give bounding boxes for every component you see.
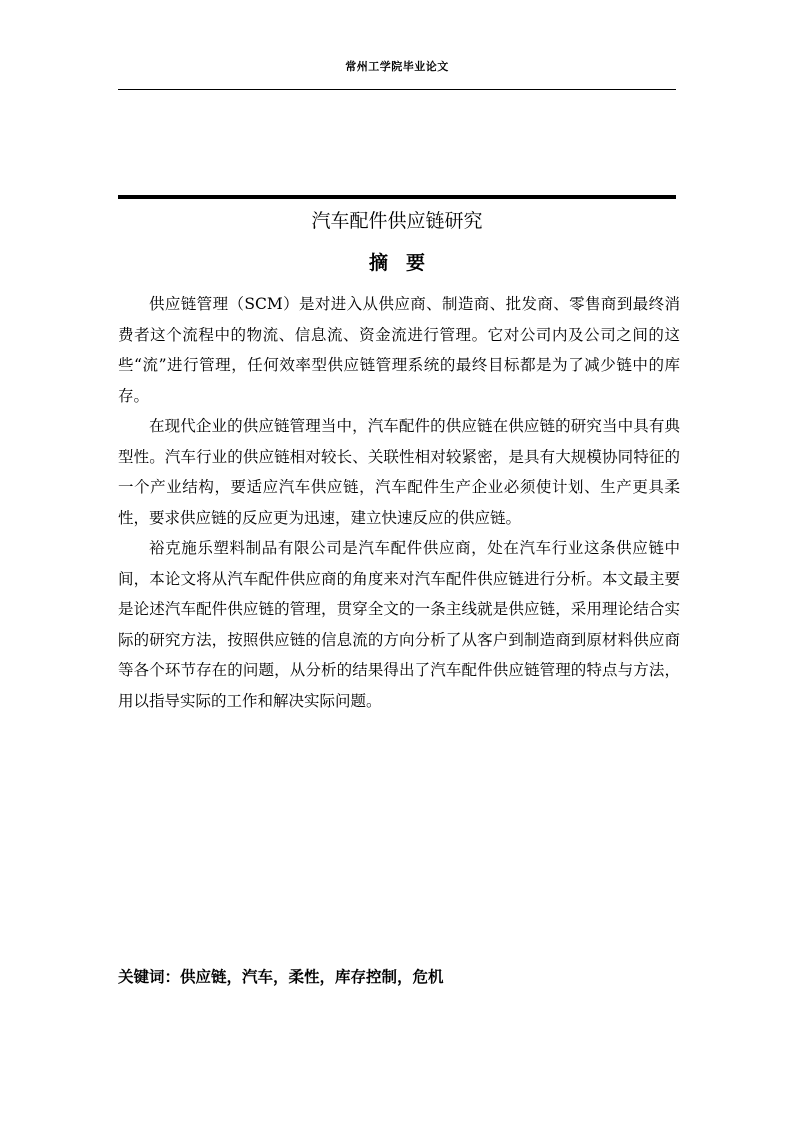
abstract-paragraph: 裕克施乐塑料制品有限公司是汽车配件供应商，处在汽车行业这条供应链中间，本论文将从汽车配件供应商的角度来对汽车配件供应链进行分析。本文最主要是论述汽车配件供应链的管理，贯穿全文的一条主线就是供应链，采用理论结合实际的研究方法，按照供应链的信息流的方向分析了从客户到制造商到原材料供应商等各个环节存在的问题，从分析的结果得出了汽车配件供应链管理的特点与方法，用以指导实际的工作和解决实际问题。 xyxy=(118,539,680,710)
paper-title: 汽车配件供应链研究 xyxy=(311,210,483,232)
abstract-paragraph: 在现代企业的供应链管理当中，汽车配件的供应链在供应链的研究当中具有典型性。汽车行业的供应链相对较长、关联性相对较紧密，是具有大规模协同特征的一个产业结构，要适应汽车供应链，汽车配件生产企业必须使计划、生产更具柔性，要求供应链的反应更为迅速，建立快速反应的供应链。 xyxy=(118,417,680,527)
abstract-paragraph: 供应链管理（SCM）是对进入从供应商、制造商、批发商、零售商到最终消费者这个流程中的物流、信息流、资金流进行管理。它对公司内及公司之间的这些“流”进行管理，任何效率型供应链管理系统的最终目标都是为了减少链中的库存。 xyxy=(118,295,680,405)
title-divider xyxy=(118,195,676,199)
header-divider xyxy=(118,89,676,90)
keywords-line: 关键词：供应链，汽车，柔性，库存控制，危机 xyxy=(118,968,444,986)
abstract-heading: 摘要 xyxy=(368,252,443,274)
page-header: 常州工学院毕业论文 xyxy=(345,60,449,73)
abstract-body xyxy=(118,289,680,716)
